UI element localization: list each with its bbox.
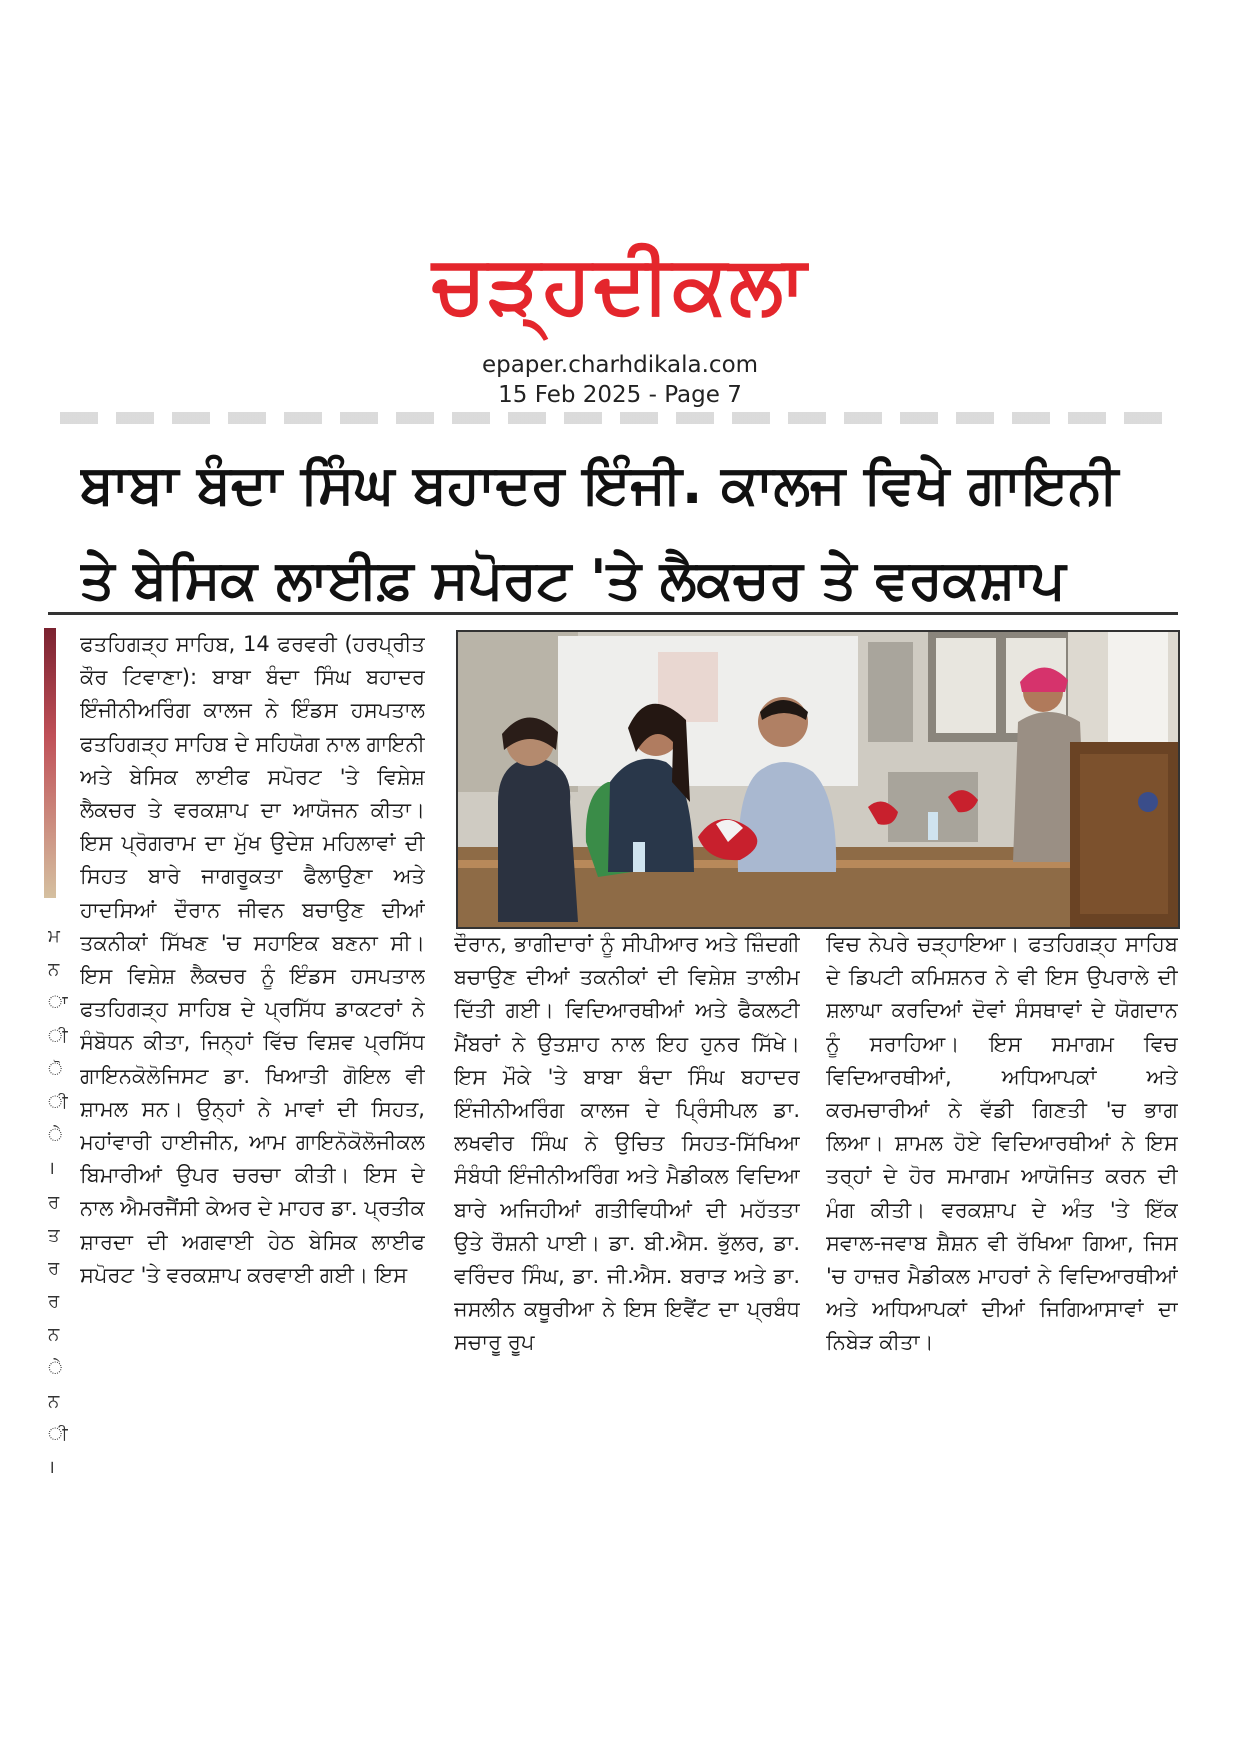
headline-rule <box>48 612 1178 615</box>
margin-mark: ੀ <box>48 1025 68 1047</box>
margin-mark: ਤ <box>48 1224 60 1246</box>
margin-mark: ੋ <box>48 1058 63 1080</box>
margin-mark: ਾ <box>48 992 68 1014</box>
clipped-text-strip <box>60 412 1180 424</box>
margin-mark: ਰ <box>48 1258 60 1280</box>
adjacent-photo-edge <box>44 628 56 898</box>
headline-line-1: ਬਾਬਾ ਬੰਦਾ ਸਿੰਘ ਬਹਾਦਰ ਇੰਜੀ. ਕਾਲਜ ਵਿਖੇ ਗਾਇਨੀ <box>80 453 1119 516</box>
article-body-1: ਬਾਬਾ ਬੰਦਾ ਸਿੰਘ ਬਹਾਦਰ ਇੰਜੀਨੀਅਰਿੰਗ ਕਾਲਜ ਨੇ ਇੰਡਸ ਹਸਪਤਾਲ ਫਤਹਿਗੜ੍ਹ ਸਾਹਿਬ ਦੇ ਸਹਿਯੋਗ ਨਾਲ ਗਾਇਨੀ ਅਤੇ ਬੇਸਿਕ ਲਾਈਫ ਸਪੋਰਟ 'ਤੇ ਵਿਸ਼ੇਸ਼ ਲੈਕਚਰ ਤੇ ਵਰਕਸ਼ਾਪ ਦਾ ਆਯੋਜਨ ਕੀਤਾ। ਇਸ ਪ੍ਰੋਗਰਾਮ ਦਾ ਮੁੱਖ ਉਦੇਸ਼ ਮਹਿਲਾਵਾਂ ਦੀ ਸਿਹਤ ਬਾਰੇ ਜਾਗਰੂਕਤਾ ਫੈਲਾਉਣਾ ਅਤੇ ਹਾਦਸਿਆਂ ਦੌਰਾਨ ਜੀਵਨ ਬਚਾਉਣ ਦੀਆਂ ਤਕਨੀਕਾਂ ਸਿੱਖਣ 'ਚ ਸਹਾਇਕ ਬਣਨਾ ਸੀ। ਇਸ ਵਿਸ਼ੇਸ਼ ਲੈਕਚਰ ਨੂੰ ਇੰਡਸ ਹਸਪਤਾਲ ਫਤਹਿਗੜ੍ਹ ਸਾਹਿਬ ਦੇ ਪ੍ਰਸਿੱਧ ਡਾਕਟਰਾਂ ਨੇ ਸੰਬੋਧਨ ਕੀਤਾ, ਜਿਨ੍ਹਾਂ ਵਿੱਚ ਵਿਸ਼ਵ ਪ੍ਰਸਿੱਧ ਗਾਇਨਕੋਲੋਜਿਸਟ ਡਾ. ਖਿਆਤੀ ਗੋਇਲ ਵੀ ਸ਼ਾਮਲ ਸਨ। ਉਨ੍ਹਾਂ ਨੇ ਮਾਵਾਂ ਦੀ ਸਿਹਤ, ਮਹਾਂਵਾਰੀ ਹਾਈਜੀਨ, ਆਮ ਗਾਇਨੋਕੋਲੋਜੀਕਲ ਬਿਮਾਰੀਆਂ ਉਪਰ ਚਰਚਾ ਕੀਤੀ। ਇਸ ਦੇ ਨਾਲ ਐਮਰਜੈਂਸੀ ਕੇਅਰ ਦੇ ਮਾਹਰ ਡਾ. ਪ੍ਰਤੀਕ ਸ਼ਾਰਦਾ ਦੀ ਅਗਵਾਈ ਹੇਠ ਬੇਸਿਕ ਲਾਈਫ ਸਪੋਰਟ 'ਤੇ ਵਰਕਸ਼ਾਪ ਕਰਵਾਈ ਗਈ। ਇਸ <box>80 665 425 1287</box>
margin-mark: ਮ <box>48 926 60 947</box>
margin-mark: ਨ <box>48 1324 60 1346</box>
adjacent-column-edge <box>48 920 68 1480</box>
article-column-2: ਦੌਰਾਨ, ਭਾਗੀਦਾਰਾਂ ਨੂੰ ਸੀਪੀਆਰ ਅਤੇ ਜ਼ਿੰਦਗੀ ਬਚਾਉਣ ਦੀਆਂ ਤਕਨੀਕਾਂ ਦੀ ਵਿਸ਼ੇਸ਼ ਤਾਲੀਮ ਦਿੱਤੀ ਗਈ। ਵਿਦਿਆਰਥੀਆਂ ਅਤੇ ਫੈਕਲਟੀ ਮੈਂਬਰਾਂ ਨੇ ਉਤਸ਼ਾਹ ਨਾਲ ਇਹ ਹੁਨਰ ਸਿੱਖੇ। ਇਸ ਮੌਕੇ 'ਤੇ ਬਾਬਾ ਬੰਦਾ ਸਿੰਘ ਬਹਾਦਰ ਇੰਜੀਨੀਅਰਿੰਗ ਕਾਲਜ ਦੇ ਪ੍ਰਿੰਸੀਪਲ ਡਾ. ਲਖਵੀਰ ਸਿੰਘ ਨੇ ਉਚਿਤ ਸਿਹਤ-ਸਿੱਖਿਆ ਸੰਬੰਧੀ ਇੰਜੀਨੀਅਰਿੰਗ ਅਤੇ ਮੈਡੀਕਲ ਵਿਦਿਆ ਬਾਰੇ ਅਜਿਹੀਆਂ ਗਤੀਵਿਧੀਆਂ ਦੀ ਮਹੱਤਤਾ ਉਤੇ ਰੌਸ਼ਨੀ ਪਾਈ। ਡਾ. ਬੀ.ਐਸ. ਭੁੱਲਰ, ਡਾ. ਵਰਿੰਦਰ ਸਿੰਘ, ਡਾ. ਜੀ.ਐਸ. ਬਰਾੜ ਅਤੇ ਡਾ. ਜਸਲੀਨ ਕਥੂਰੀਆ ਨੇ ਇਸ ਇਵੈਂਟ ਦਾ ਪ੍ਰਬੰਧ ਸਚਾਰੂ ਰੂਪ <box>454 932 800 1355</box>
margin-mark: ਨ <box>48 1390 60 1412</box>
margin-mark: ਰ <box>48 1191 60 1213</box>
newspaper-logo: ਚੜ੍ਹਦੀਕਲਾ <box>432 238 808 331</box>
article-column-1 <box>80 628 425 1468</box>
article-dateline: ਫਤਹਿਗੜ੍ਹ ਸਾਹਿਬ, 14 ਫਰਵਰੀ (ਹਰਪ੍ਰੀਤ ਕੌਰ ਟਿਵਾਣਾ): <box>80 632 425 690</box>
headline-line-2: ਤੇ ਬੇਸਿਕ ਲਾਈਫ਼ ਸਪੋਰਟ 'ਤੇ ਲੈਕਚਰ ਤੇ ਵਰਕਸ਼ਾਪ <box>80 548 1066 611</box>
margin-mark: ਰ <box>48 1291 60 1313</box>
source-info <box>0 350 1240 410</box>
source-date-page: 15 Feb 2025 - Page 7 <box>498 382 742 408</box>
margin-mark: । <box>48 1457 55 1479</box>
margin-mark: । <box>48 1158 55 1180</box>
source-url[interactable]: epaper.charhdikala.com <box>481 352 759 378</box>
article-column-3: ਵਿਚ ਨੇਪਰੇ ਚੜ੍ਹਾਇਆ। ਫਤਹਿਗੜ੍ਹ ਸਾਹਿਬ ਦੇ ਡਿਪਟੀ ਕਮਿਸ਼ਨਰ ਨੇ ਵੀ ਇਸ ਉਪਰਾਲੇ ਦੀ ਸ਼ਲਾਘਾ ਕਰਦਿਆਂ ਦੋਵਾਂ ਸੰਸਥਾਵਾਂ ਦੇ ਯੋਗਦਾਨ ਨੂੰ ਸਰਾਹਿਆ। ਇਸ ਸਮਾਗਮ ਵਿਚ ਵਿਦਿਆਰਥੀਆਂ, ਅਧਿਆਪਕਾਂ ਅਤੇ ਕਰਮਚਾਰੀਆਂ ਨੇ ਵੱਡੀ ਗਿਣਤੀ 'ਚ ਭਾਗ ਲਿਆ। ਸ਼ਾਮਲ ਹੋਏ ਵਿਦਿਆਰਥੀਆਂ ਨੇ ਇਸ ਤਰ੍ਹਾਂ ਦੇ ਹੋਰ ਸਮਾਗਮ ਆਯੋਜਿਤ ਕਰਨ ਦੀ ਮੰਗ ਕੀਤੀ। ਵਰਕਸ਼ਾਪ ਦੇ ਅੰਤ 'ਤੇ ਇੱਕ ਸਵਾਲ-ਜਵਾਬ ਸ਼ੈਸ਼ਨ ਵੀ ਰੱਖਿਆ ਗਿਆ, ਜਿਸ 'ਚ ਹਾਜ਼ਰ ਮੈਡੀਕਲ ਮਾਹਰਾਂ ਨੇ ਵਿਦਿਆਰਥੀਆਂ ਅਤੇ ਅਧਿਆਪਕਾਂ ਦੀਆਂ ਜਿਗਿਆਸਾਵਾਂ ਦਾ ਨਿਬੇੜ ਕੀਤਾ। <box>826 932 1178 1355</box>
margin-mark: ੇ <box>48 1125 63 1147</box>
event-photo <box>456 630 1180 929</box>
event-photo-image <box>458 632 1178 927</box>
margin-mark: ੇ <box>48 1357 63 1379</box>
margin-mark: ੀ <box>48 1424 68 1446</box>
margin-mark: ਨ <box>48 959 60 981</box>
margin-mark: ੀ <box>48 1092 68 1114</box>
